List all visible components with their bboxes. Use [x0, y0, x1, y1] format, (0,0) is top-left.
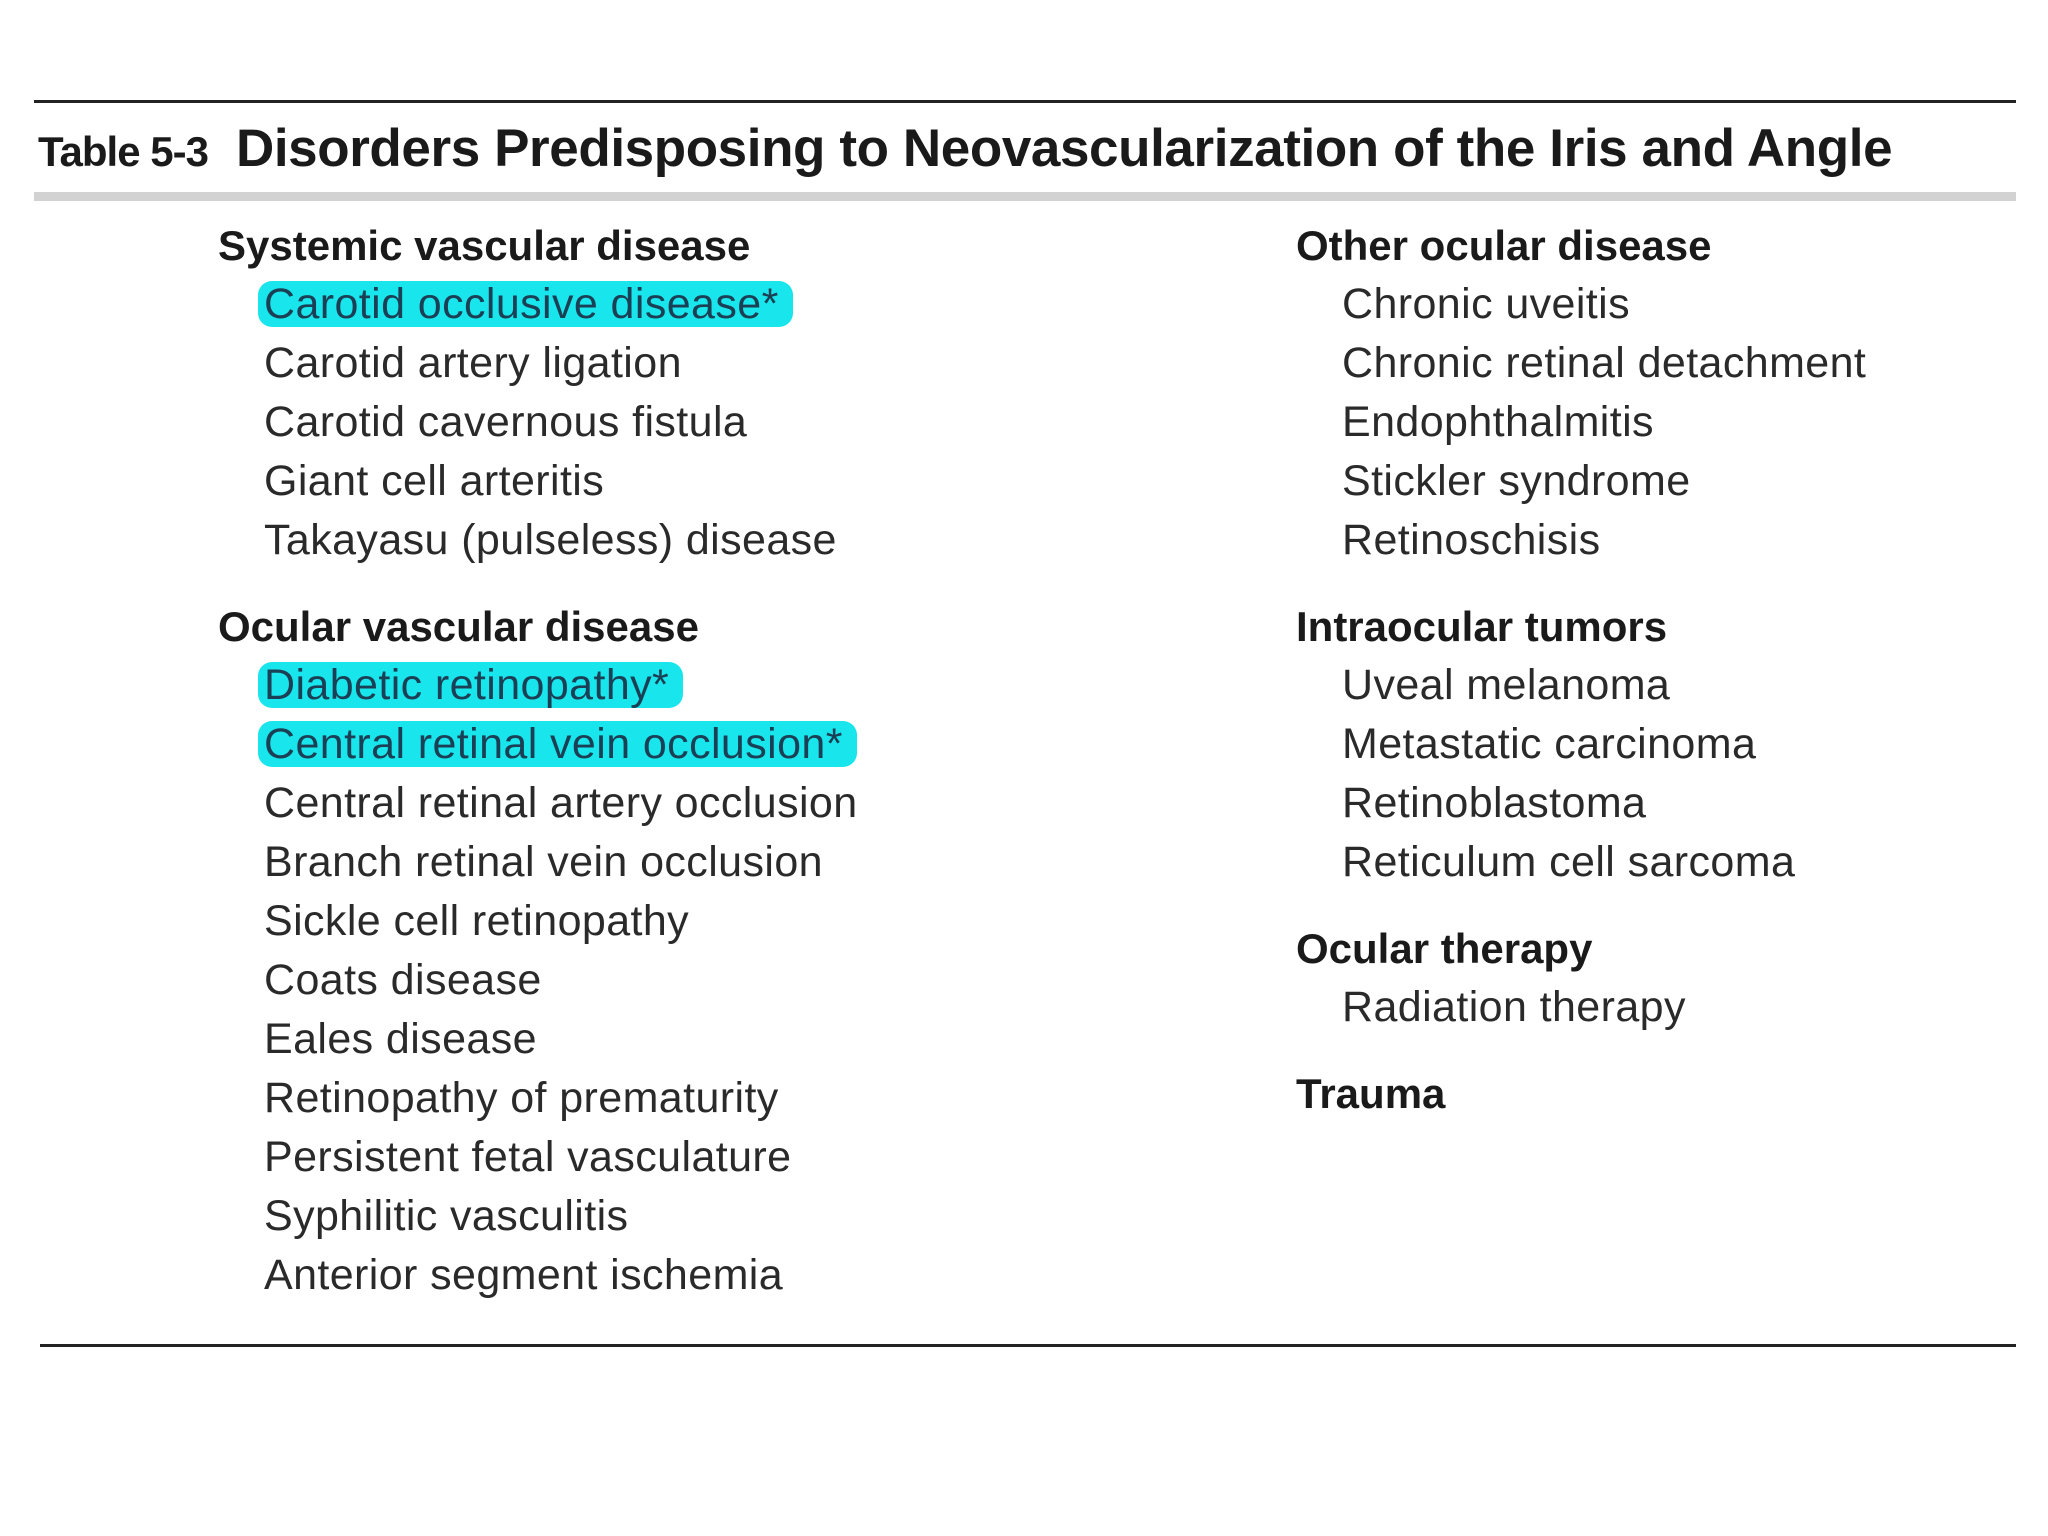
- category-heading: Trauma: [1296, 1070, 1446, 1117]
- table-number: Table 5-3: [38, 128, 208, 175]
- list-item: [218, 892, 978, 951]
- category-heading: Intraocular tumors: [1296, 603, 1668, 650]
- table-caption: [38, 118, 1998, 188]
- disorder-list: [1296, 978, 2016, 1037]
- list-item: [1296, 774, 2016, 833]
- disorder-name: Diabetic retinopathy*: [258, 662, 683, 708]
- list-item: [1296, 511, 2016, 570]
- top-rule: [34, 100, 2016, 103]
- category-group-systemic-vascular-disease: [218, 216, 978, 570]
- disorder-name: Coats disease: [264, 956, 542, 1004]
- disorder-name: Branch retinal vein occlusion: [264, 838, 823, 886]
- disorder-name: Stickler syndrome: [1342, 457, 1691, 505]
- list-item: [218, 774, 978, 833]
- disorder-name: Central retinal vein occlusion*: [258, 721, 857, 767]
- disorder-name: Carotid occlusive disease*: [258, 281, 793, 327]
- category-group-trauma: [1296, 1064, 2016, 1123]
- highlighted-list-item: [218, 715, 978, 774]
- disorder-list: [1296, 275, 2016, 570]
- list-item: [218, 393, 978, 452]
- disorder-name: Uveal melanoma: [1342, 661, 1671, 709]
- list-item: [1296, 978, 2016, 1037]
- disorder-name: Anterior segment ischemia: [264, 1251, 784, 1299]
- list-item: [1296, 452, 2016, 511]
- list-item: [218, 1010, 978, 1069]
- right-column: [1296, 216, 2016, 1150]
- category-heading: Other ocular disease: [1296, 222, 1712, 269]
- category-heading: Ocular therapy: [1296, 925, 1593, 972]
- list-item: [218, 1128, 978, 1187]
- disorder-list: [218, 275, 978, 570]
- disorder-name: Chronic retinal detachment: [1342, 339, 1867, 387]
- disorder-name: Sickle cell retinopathy: [264, 897, 690, 945]
- disorder-name: Endophthalmitis: [1342, 398, 1654, 446]
- list-item: [218, 951, 978, 1010]
- list-item: [1296, 833, 2016, 892]
- disorder-name: Eales disease: [264, 1015, 537, 1063]
- list-item: [218, 452, 978, 511]
- disorder-name: Reticulum cell sarcoma: [1342, 838, 1796, 886]
- disorder-name: Metastatic carcinoma: [1342, 720, 1757, 768]
- category-group-ocular-therapy: [1296, 919, 2016, 1037]
- disorder-name: Central retinal artery occlusion: [264, 779, 858, 827]
- disorder-name: Carotid cavernous fistula: [264, 398, 748, 446]
- list-item: [218, 511, 978, 570]
- disorder-name: Retinoschisis: [1342, 516, 1601, 564]
- disorder-list: [218, 656, 978, 1305]
- disorder-name: Giant cell arteritis: [264, 457, 605, 505]
- category-group-intraocular-tumors: [1296, 597, 2016, 892]
- category-group-other-ocular-disease: [1296, 216, 2016, 570]
- table-title: Disorders Predisposing to Neovascularization of the Iris and Angle: [235, 119, 1893, 178]
- highlighted-list-item: [218, 275, 978, 334]
- highlighted-list-item: [218, 656, 978, 715]
- list-item: [218, 833, 978, 892]
- category-heading: Ocular vascular disease: [218, 603, 699, 650]
- category-heading: Systemic vascular disease: [218, 222, 751, 269]
- list-item: [218, 1246, 978, 1305]
- bottom-rule: [40, 1344, 2016, 1347]
- list-item: [1296, 334, 2016, 393]
- disorder-list: [1296, 656, 2016, 892]
- disorder-name: Chronic uveitis: [1342, 280, 1630, 328]
- list-item: [1296, 715, 2016, 774]
- list-item: [1296, 393, 2016, 452]
- list-item: [218, 334, 978, 393]
- title-underline-rule: [34, 192, 2016, 201]
- disorder-name: Syphilitic vasculitis: [264, 1192, 629, 1240]
- disorder-name: Carotid artery ligation: [264, 339, 682, 387]
- disorder-name: Retinopathy of prematurity: [264, 1074, 779, 1122]
- list-item: [218, 1187, 978, 1246]
- list-item: [1296, 656, 2016, 715]
- disorder-name: Persistent fetal vasculature: [264, 1133, 792, 1181]
- disorder-name: Takayasu (pulseless) disease: [264, 516, 837, 564]
- list-item: [218, 1069, 978, 1128]
- category-group-ocular-vascular-disease: [218, 597, 978, 1305]
- left-column: [218, 216, 978, 1332]
- list-item: [1296, 275, 2016, 334]
- disorder-name: Retinoblastoma: [1342, 779, 1647, 827]
- disorder-name: Radiation therapy: [1342, 983, 1686, 1031]
